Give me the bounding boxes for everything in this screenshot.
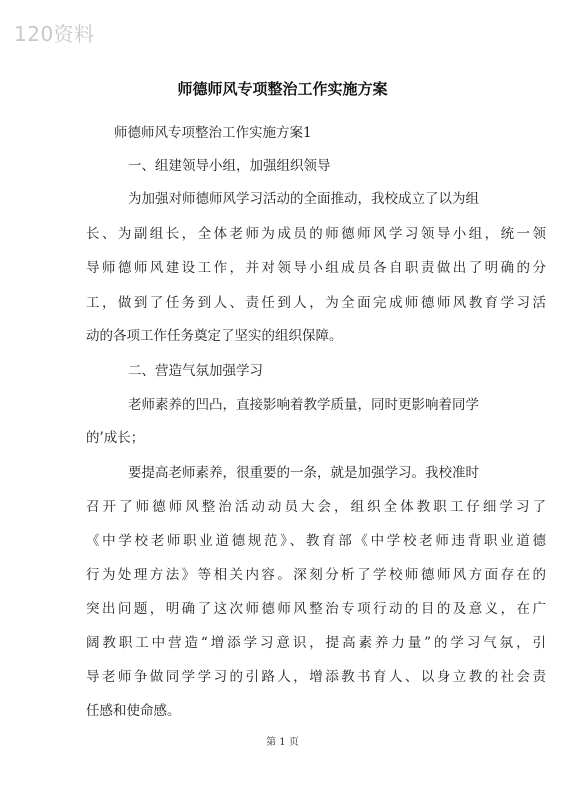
paragraph-line: 《中学校老师职业道德规范》、教育部《中学校老师违背职业道德 [86,533,546,549]
document-subtitle: 师德师风专项整治工作实施方案1 [114,125,312,141]
paragraph-line: 行为处理方法》等相关内容。深刻分析了学校师德师风方面存在的 [86,567,546,583]
paragraph-line: 突出问题，明确了这次师德师风整治专项行动的目的及意义，在广 [86,601,546,617]
paragraph-line: 任感和使命感。 [86,703,181,719]
paragraph-line: 要提高老师素养，很重要的一条，就是加强学习。我校准时 [128,465,479,481]
paragraph-line: 动的各项工作任务奠定了坚实的组织保障。 [86,328,343,344]
paragraph-line: 阔教职工中营造“增添学习意识，提高素养力量”的学习气氛，引 [86,635,546,651]
paragraph-line: 为加强对师德师风学习活动的全面推动，我校成立了以为组 [128,191,479,207]
paragraph-line: 导师德师风建设工作，并对领导小组成员各自职责做出了明确的分 [86,260,546,276]
paragraph-line: 老师素养的凹凸，直接影响着教学质量，同时更影响着同学 [128,397,479,413]
watermark-logo: 120资料 [14,22,95,46]
page-number: 第 1 页 [266,737,299,748]
paragraph-line: 长、为副组长，全体老师为成员的师德师风学习领导小组，统一领 [86,226,546,242]
section-heading-2: 二、营造气氛加强学习 [128,363,263,379]
paragraph-line: 召开了师德师风整治活动动员大会，组织全体教职工仔细学习了 [86,499,546,515]
section-heading-1: 一、组建领导小组，加强组织领导 [128,158,331,174]
paragraph-line: 的’成长； [86,430,145,446]
paragraph-line: 导老师争做同学学习的引路人，增添教书育人、以身立教的社会责 [86,669,546,685]
paragraph-line: 工，做到了任务到人、责任到人，为全面完成师德师风教育学习活 [86,295,546,311]
document-title: 师德师风专项整治工作实施方案 [177,80,388,98]
